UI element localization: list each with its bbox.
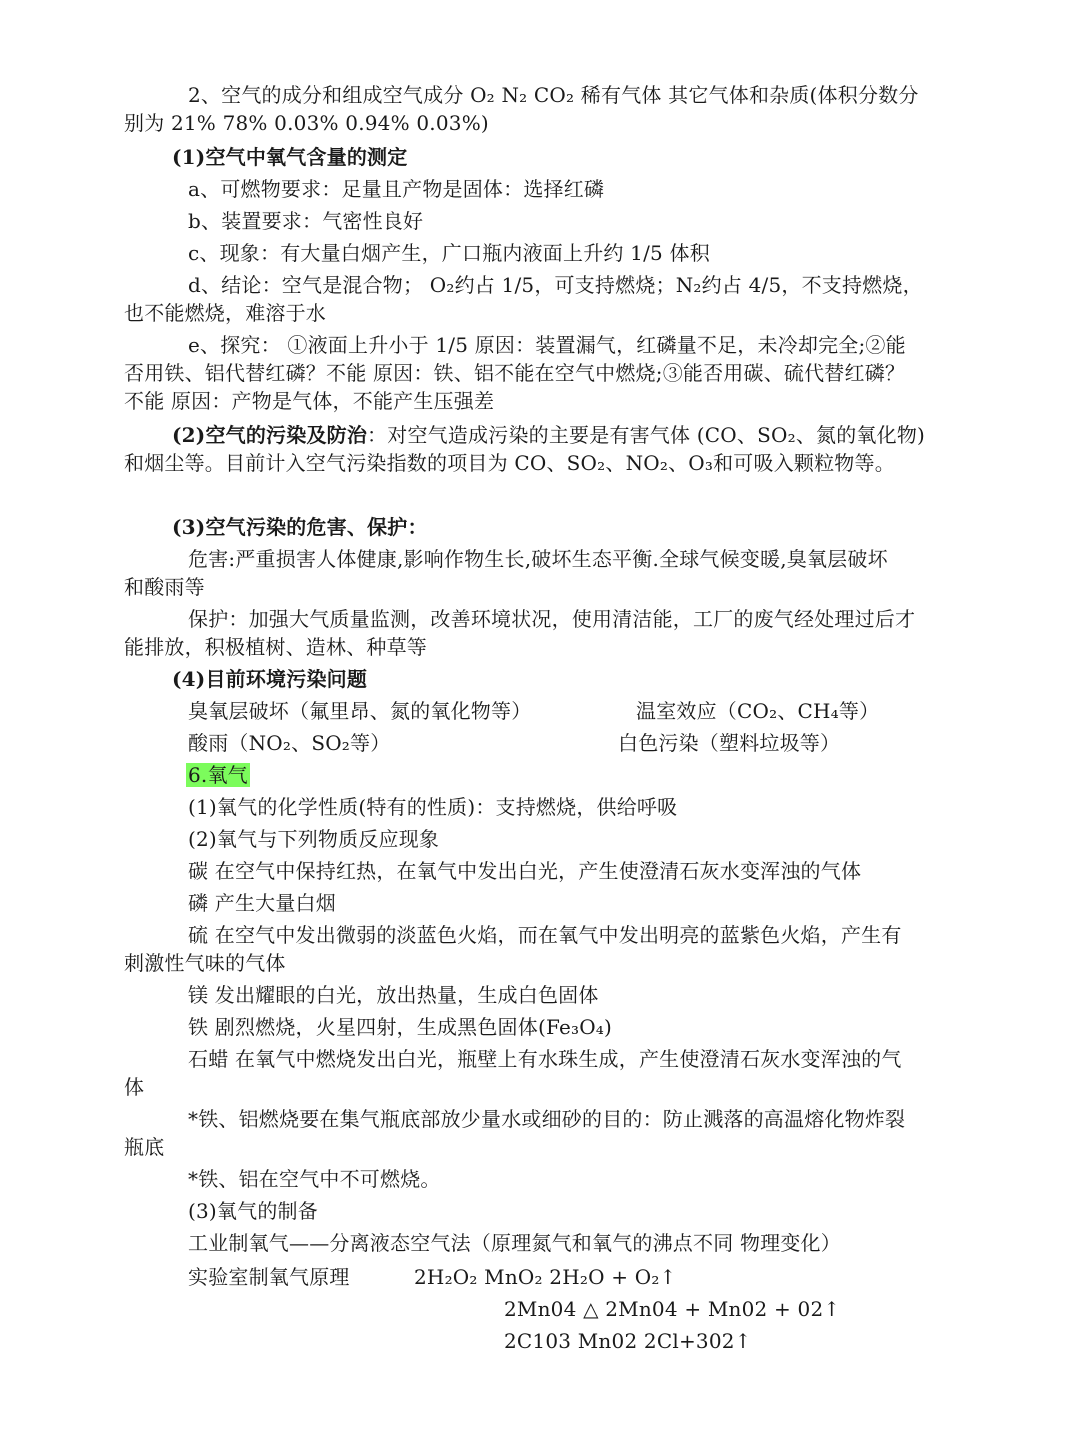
equation-3: 2C103 Mn02 2Cl+302↑: [504, 1329, 752, 1353]
section-4-white-pollution: 白色污染（塑料垃圾等）: [618, 731, 841, 755]
industrial-preparation: 工业制氧气——分离液态空气法（原理氮气和氧气的沸点不同 物理变化）: [188, 1231, 841, 1255]
equation-1: 2H₂O₂ MnO₂ 2H₂O + O₂↑: [414, 1265, 677, 1289]
reaction-iron: 铁 剧烈燃烧，火星四射，生成黑色固体(Fe₃O₄): [188, 1015, 613, 1039]
note-iron-aluminum-line1: *铁、铝燃烧要在集气瓶底部放少量水或细砂的目的：防止溅落的高温熔化物炸裂: [188, 1107, 906, 1131]
section-4-ozone: 臭氧层破坏（氟里昂、氮的氧化物等）: [188, 699, 532, 723]
section-1-item-b: b、装置要求：气密性良好: [188, 209, 424, 233]
lab-preparation-label: 实验室制氧气原理: [188, 1265, 350, 1289]
section-1-title: (1)空气中氧气含量的测定: [172, 145, 408, 169]
section-2-line1: [172, 422, 925, 448]
section-1-item-e-line2: 否用铁、铝代替红磷？不能 原因：铁、铝不能在空气中燃烧;③能否用碳、硫代替红磷？: [124, 361, 906, 385]
air-intro-line1: 2、空气的成分和组成空气成分 O₂ N₂ CO₂ 稀有气体 其它气体和杂质(体积分数分: [188, 83, 919, 107]
oxygen-title: 6.氧气: [188, 763, 248, 787]
reaction-carbon: 碳 在空气中保持红热，在氧气中发出白光，产生使澄清石灰水变浑浊的气体: [188, 859, 862, 883]
section-1-item-d-line1: d、结论：空气是混合物； O₂约占 1/5，可支持燃烧；N₂约占 4/5，不支持燃烧，: [188, 273, 923, 297]
section-1-item-e-line1: e、探究： ①液面上升小于 1/5 原因：装置漏气，红磷量不足，未冷却完全;②能: [188, 333, 906, 357]
section-3-protect-line2: 能排放，积极植树、造林、种草等: [124, 635, 427, 659]
section-2-text1: ：对空气造成污染的主要是有害气体 (CO、SO₂、氮的氧化物): [367, 423, 926, 447]
note-not-combustible: *铁、铝在空气中不可燃烧。: [188, 1167, 441, 1191]
reaction-magnesium: 镁 发出耀眼的白光，放出热量，生成白色固体: [188, 983, 599, 1007]
note-iron-aluminum-line2: 瓶底: [124, 1135, 165, 1159]
reaction-sulfur-line2: 刺激性气味的气体: [124, 951, 286, 975]
section-4-greenhouse: 温室效应（CO₂、CH₄等）: [636, 699, 880, 723]
air-intro-line2: 别为 21% 78% 0.03% 0.94% 0.03%): [124, 111, 489, 135]
section-3-protect-line1: 保护：加强大气质量监测，改善环境状况，使用清洁能，工厂的废气经处理过后才: [188, 607, 916, 631]
equation-2: 2Mn04 △ 2Mn04 + Mn02 + 02↑: [504, 1297, 841, 1321]
oxygen-reactions-heading: (2)氧气与下列物质反应现象: [188, 827, 440, 851]
section-2-title: (2)空气的污染及防治: [172, 423, 368, 447]
section-1-item-a: a、可燃物要求：足量且产物是固体：选择红磷: [188, 177, 605, 201]
section-3-harm-line1: 危害:严重损害人体健康,影响作物生长,破坏生态平衡.全球气候变暖,臭氧层破坏: [188, 547, 888, 571]
section-3-harm-line2: 和酸雨等: [124, 575, 205, 599]
section-2-line2: 和烟尘等。目前计入空气污染指数的项目为 CO、SO₂、NO₂、O₃和可吸入颗粒物等。: [124, 451, 895, 475]
reaction-sulfur-line1: 硫 在空气中发出微弱的淡蓝色火焰，而在氧气中发出明亮的蓝紫色火焰，产生有: [188, 923, 902, 947]
section-1-item-e-line3: 不能 原因：产物是气体，不能产生压强差: [124, 389, 495, 413]
section-1-item-d-line2: 也不能燃烧，难溶于水: [124, 301, 326, 325]
oxygen-preparation-heading: (3)氧气的制备: [188, 1199, 318, 1223]
reaction-phosphorus: 磷 产生大量白烟: [188, 891, 336, 915]
reaction-wax-line2: 体: [124, 1075, 145, 1099]
reaction-wax-line1: 石蜡 在氧气中燃烧发出白光，瓶壁上有水珠生成，产生使澄清石灰水变浑浊的气: [188, 1047, 902, 1071]
section-3-title: (3)空气污染的危害、保护：: [172, 515, 428, 539]
section-1-item-c: c、现象：有大量白烟产生，广口瓶内液面上升约 1/5 体积: [188, 241, 710, 265]
section-4-acid-rain: 酸雨（NO₂、SO₂等）: [188, 731, 391, 755]
oxygen-title-line: [186, 762, 250, 788]
section-4-title: (4)目前环境污染问题: [172, 667, 368, 691]
oxygen-property: (1)氧气的化学性质(特有的性质)：支持燃烧，供给呼吸: [188, 795, 678, 819]
